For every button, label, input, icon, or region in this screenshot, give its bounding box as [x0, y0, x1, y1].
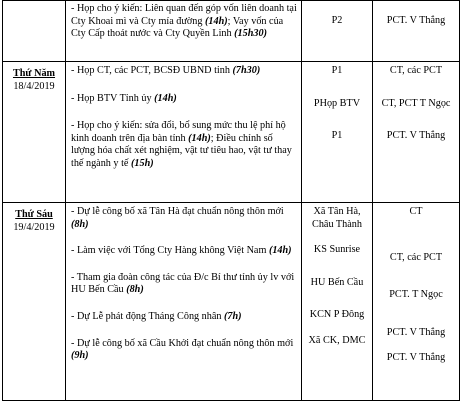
lead-cell — [373, 1, 460, 62]
lead-text: PCT. V Thắng — [386, 15, 446, 26]
agenda-time: (14h) — [188, 132, 211, 144]
schedule-row-1 — [3, 62, 460, 203]
lead-text: CT, các PCT — [389, 251, 443, 263]
lead-text: PCT. T Ngọc — [389, 289, 443, 301]
agenda-time: (14h) — [154, 92, 177, 104]
lead-text: CT, PCT T Ngọc — [381, 97, 451, 109]
place-cell — [302, 1, 373, 62]
content-cell — [66, 1, 302, 62]
agenda-text: - Dự lễ công bố xã Cầu Khởi đạt chuẩn nông thôn mới — [71, 337, 294, 349]
place-text: HU Bến Cầu — [310, 276, 364, 288]
lead-text: CT — [409, 206, 423, 217]
agenda-text: - Họp cho ý kiến: Liên quan đến góp vốn liên doanh tại Cty Khoai mì và Cty mía đường — [71, 3, 297, 27]
content-cell — [66, 62, 302, 203]
day-name: Thứ Sáu — [15, 209, 53, 220]
agenda-text: - Làm việc với Tổng Cty Hàng không Việt Nam — [71, 245, 269, 257]
lead-cell — [373, 203, 460, 401]
place-text: Xã CK, DMC — [308, 334, 366, 346]
place-text: KCN P Đông — [309, 309, 365, 321]
place-text: PHọp BTV — [313, 97, 361, 109]
day-cell — [3, 203, 66, 401]
agenda-time-2: (15h) — [130, 157, 154, 169]
day-cell — [3, 1, 66, 62]
agenda-text: - Họp CT, các PCT, BCSĐ UBND tỉnh — [71, 65, 233, 76]
day-date: 18/4/2019 — [13, 80, 55, 92]
agenda-time: (9h) — [71, 350, 89, 362]
agenda-time: (7h) — [224, 310, 242, 322]
agenda-text: - Họp BTV Tỉnh ủy — [71, 92, 155, 104]
place-cell — [302, 203, 373, 401]
schedule-row-0 — [3, 1, 460, 62]
place-text: P1 — [331, 130, 343, 142]
agenda-item — [66, 62, 301, 78]
place-text: P1 — [331, 65, 343, 76]
schedule-row-2 — [3, 203, 460, 401]
agenda-time-2: (15h30) — [234, 28, 267, 40]
agenda-text: - Dự lễ công bố xã Tân Hà đạt chuẩn nông thôn mới — [71, 206, 284, 217]
agenda-item — [66, 203, 301, 231]
agenda-time: (7h30) — [232, 65, 261, 76]
schedule-sheet — [2, 0, 459, 401]
day-date: 19/4/2019 — [13, 221, 55, 233]
agenda-tail: ; Điều chỉnh số lượng hóa chất xét nghiệm, vật tư tiêu hao, vật tư thay thế ngành y tế — [71, 132, 292, 169]
agenda-text: - Tham gia đoàn công tác của Đ/c Bí thư tỉnh ủy lv với HU Bến Cầu — [71, 271, 295, 296]
agenda-item — [66, 117, 301, 170]
lead-cell — [373, 62, 460, 203]
place-text: KS Sunrise — [313, 244, 361, 256]
agenda-tail: ; Vay vốn của Cty Cấp thoát nước và Cty Quyền Linh — [71, 15, 284, 40]
agenda-item — [66, 335, 301, 363]
lead-text: PCT. V Thắng — [386, 130, 446, 142]
agenda-item — [66, 1, 301, 41]
agenda-text: - Dự Lễ phát động Tháng Công nhân — [71, 310, 225, 322]
agenda-item — [66, 269, 301, 297]
agenda-time: (8h) — [71, 218, 89, 230]
place-text: P2 — [331, 15, 343, 26]
agenda-item — [66, 90, 301, 106]
agenda-time: (14h) — [268, 245, 292, 257]
content-cell — [66, 203, 302, 401]
place-cell — [302, 62, 373, 203]
agenda-item — [66, 242, 301, 258]
lead-text: CT, các PCT — [389, 65, 443, 76]
day-name: Thứ Năm — [12, 68, 56, 79]
lead-text: PCT. V Thắng — [386, 326, 446, 338]
agenda-item — [66, 308, 301, 324]
agenda-time: (8h) — [126, 284, 144, 296]
day-cell — [3, 62, 66, 203]
schedule-table — [2, 0, 460, 401]
agenda-time: (14h) — [205, 15, 228, 27]
place-text: Xã Tân Hà, Châu Thành — [312, 206, 362, 230]
agenda-text: - Họp cho ý kiến: sửa đổi, bổ sung mức thu lệ phí hộ kinh doanh trên địa bàn tỉnh — [71, 120, 286, 144]
lead-text: PCT. V Thắng — [386, 352, 446, 364]
